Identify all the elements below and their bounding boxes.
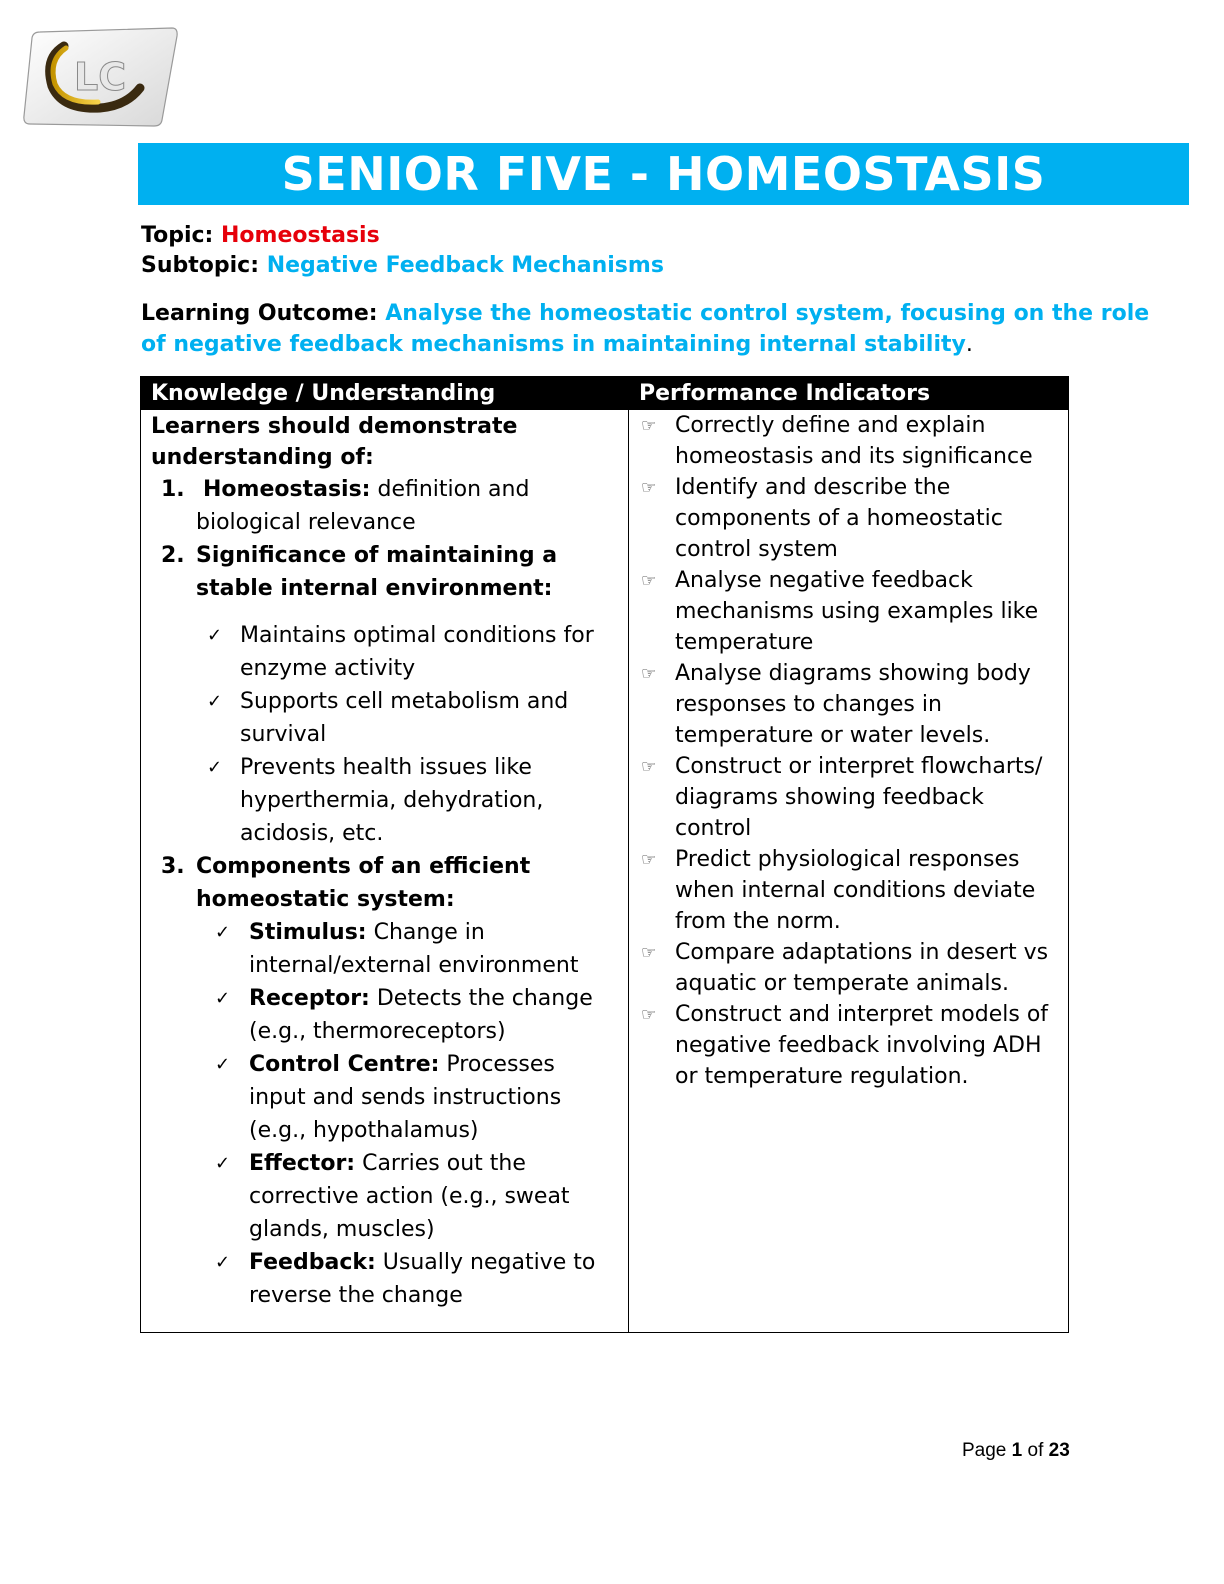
knowledge-cell [141, 410, 629, 1333]
outcome-text: Analyse the homeostatic control system, focusing on the role of negative feedback mechanisms in maintaining internal stability [141, 301, 1150, 357]
indicator-text: Identify and describe the components of a homeostatic control system [675, 475, 1003, 562]
svg-text:LC: LC [74, 55, 127, 99]
component-text: Usually negative to reverse the change [249, 1250, 596, 1308]
subtopic-value: Negative Feedback Mechanisms [266, 253, 664, 278]
item-term: Significance of maintaining a stable internal environment: [196, 543, 558, 601]
pointing-hand-icon: ☞ [641, 1005, 657, 1025]
title-banner [138, 143, 1189, 205]
item-number: 2. [161, 543, 185, 568]
component-term: Receptor: [249, 986, 370, 1011]
component-item [151, 1147, 618, 1246]
check-text: Maintains optimal conditions for enzyme activity [240, 623, 594, 681]
component-term: Effector: [249, 1151, 356, 1176]
component-item [151, 916, 618, 982]
indicator-item [639, 658, 1058, 751]
indicator-item [639, 844, 1058, 937]
list-item-significance [151, 539, 618, 605]
total-pages: 23 [1048, 1440, 1070, 1461]
current-page: 1 [1011, 1440, 1023, 1461]
item-number: 1. [161, 477, 185, 502]
check-icon: ✓ [215, 1054, 231, 1075]
pointing-hand-icon: ☞ [641, 850, 657, 870]
indicator-item [639, 937, 1058, 999]
pointing-hand-icon: ☞ [641, 416, 657, 436]
pointing-hand-icon: ☞ [641, 757, 657, 777]
indicator-text: Compare adaptations in desert vs aquatic or temperate animals. [675, 940, 1049, 996]
item-term: Components of an efficient homeostatic system: [196, 854, 531, 912]
performance-cell [629, 410, 1069, 1333]
indicator-text: Predict physiological responses when internal conditions deviate from the norm. [675, 847, 1036, 934]
check-icon: ✓ [207, 625, 223, 646]
indicator-text: Analyse negative feedback mechanisms using examples like temperature [675, 568, 1039, 655]
indicator-text: Construct or interpret flowcharts/ diagrams showing feedback control [675, 754, 1043, 841]
indicator-text: Analyse diagrams showing body responses to changes in temperature or water levels. [675, 661, 1031, 748]
lc-logo-icon [22, 24, 178, 130]
subtopic-label: Subtopic: [141, 253, 260, 278]
indicator-text: Correctly define and explain homeostasis and its significance [675, 413, 1033, 469]
check-icon: ✓ [215, 1252, 231, 1273]
indicator-item [639, 751, 1058, 844]
indicator-text: Construct and interpret models of negative feedback involving ADH or temperature regulation. [675, 1002, 1049, 1089]
check-item [151, 685, 618, 751]
check-icon: ✓ [215, 922, 231, 943]
topic-line [141, 221, 1151, 251]
logo [22, 24, 178, 130]
table-row [141, 410, 1069, 1333]
pointing-hand-icon: ☞ [641, 664, 657, 684]
component-term: Stimulus: [249, 920, 367, 945]
page-number [962, 1440, 1070, 1462]
component-item [151, 1246, 618, 1312]
component-term: Feedback: [249, 1250, 376, 1275]
component-text: Detects the change (e.g., thermoreceptors) [249, 986, 593, 1044]
indicator-item [639, 472, 1058, 565]
of-word: of [1027, 1440, 1044, 1461]
indicator-item [639, 565, 1058, 658]
topic-label: Topic: [141, 223, 214, 248]
item-number: 3. [161, 854, 185, 879]
check-text: Supports cell metabolism and survival [240, 689, 569, 747]
outcome-end: . [965, 332, 973, 357]
component-term: Control Centre: [249, 1052, 440, 1077]
spacer [151, 605, 618, 619]
knowledge-table [140, 376, 1069, 1333]
pointing-hand-icon: ☞ [641, 478, 657, 498]
page-word: Page [962, 1440, 1007, 1461]
check-icon: ✓ [215, 1153, 231, 1174]
check-item [151, 619, 618, 685]
component-text: Carries out the corrective action (e.g., sweat glands, muscles) [249, 1151, 570, 1242]
subtopic-line [141, 251, 1151, 281]
pointing-hand-icon: ☞ [641, 571, 657, 591]
header-performance: Performance Indicators [629, 377, 1069, 410]
item-term: Homeostasis: [203, 477, 371, 502]
check-item [151, 751, 618, 850]
component-item [151, 982, 618, 1048]
component-text: Processes input and sends instructions (e.g., hypothalamus) [249, 1052, 562, 1143]
check-icon: ✓ [207, 757, 223, 778]
header-knowledge: Knowledge / Understanding [141, 377, 629, 410]
component-item [151, 1048, 618, 1147]
list-item-components [151, 850, 618, 916]
pointing-hand-icon: ☞ [641, 943, 657, 963]
list-item-homeostasis [151, 473, 618, 539]
check-icon: ✓ [207, 691, 223, 712]
table-header-row [141, 377, 1069, 410]
lead-text: Learners should demonstrate understanding of: [151, 414, 518, 470]
topic-value: Homeostasis [221, 223, 380, 248]
component-text: Change in internal/external environment [249, 920, 579, 978]
indicator-item [639, 410, 1058, 472]
check-icon: ✓ [215, 988, 231, 1009]
learning-outcome [141, 298, 1151, 360]
item-text: definition and biological relevance [196, 477, 530, 535]
outcome-label: Learning Outcome: [141, 301, 378, 326]
page-title: SENIOR FIVE - HOMEOSTASIS [281, 147, 1046, 201]
indicator-item [639, 999, 1058, 1092]
check-text: Prevents health issues like hyperthermia, dehydration, acidosis, etc. [240, 755, 544, 846]
